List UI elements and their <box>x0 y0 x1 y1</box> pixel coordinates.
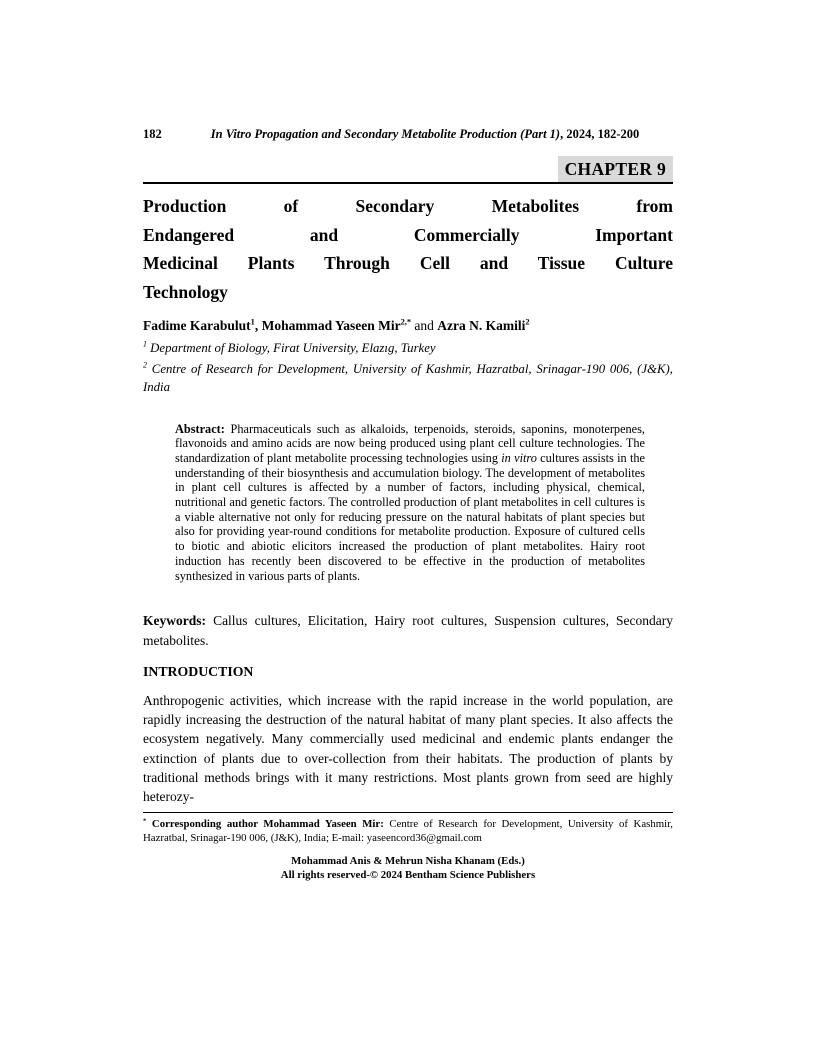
author-affiliation-sup: 2 <box>525 317 530 327</box>
keywords-text: Callus cultures, Elicitation, Hairy root cultures, Suspension cultures, Secondary metabolites. <box>143 613 673 648</box>
abstract-label: Abstract: <box>175 421 225 436</box>
chapter-title-line: Technology <box>143 281 228 302</box>
author-name: Fadime Karabulut$^1$ <box>143 317 255 333</box>
footnote-block <box>143 812 673 845</box>
affiliation-text: Department of Biology, Firat University, Elazıg, Turkey <box>150 341 436 355</box>
chapter-title-line: Production of Secondary Metabolites from <box>143 196 673 216</box>
affiliation-sup: 1 <box>143 339 147 349</box>
keywords <box>143 611 673 650</box>
imprint <box>143 854 673 882</box>
running-title-italic: In Vitro Propagation and Secondary Metabolite Production (Part 1) <box>210 127 561 141</box>
chapter-row <box>143 156 673 182</box>
authors-line <box>143 317 673 334</box>
authors-separator: and <box>411 318 438 333</box>
footnote-bold-text: Corresponding author Mohammad Yaseen Mir: <box>151 817 384 830</box>
affiliation-1 <box>143 339 673 358</box>
affiliation-2 <box>143 360 673 397</box>
running-title-suffix: , 2024, 182-200 <box>560 127 640 141</box>
author-name: Azra N. Kamili$^2$ <box>437 317 530 333</box>
affiliation-sup: 2 <box>143 360 147 370</box>
keywords-label: Keywords: <box>143 613 206 629</box>
editors-line: Mohammad Anis & Mehrun Nisha Khanam (Eds.) <box>291 854 525 867</box>
authors-separator: , <box>254 318 262 333</box>
section-heading-introduction: INTRODUCTION <box>143 663 254 679</box>
affiliation-text: Centre of Research for Development, University of Kashmir, Hazratbal, Srinagar-190 006, (J&K), India <box>143 361 673 394</box>
chapter-badge: CHAPTER 9 <box>558 156 673 182</box>
rights-line: All rights reserved-© 2024 Bentham Science Publishers <box>280 868 536 881</box>
corresponding-author-footnote <box>143 817 673 845</box>
chapter-title-line: Medicinal Plants Through Cell and Tissue Culture <box>143 253 673 273</box>
abstract <box>175 422 645 584</box>
running-title <box>211 127 640 142</box>
page-number: 182 <box>143 127 162 141</box>
author-name: Mohammad Yaseen Mir$^{2,*}$ <box>261 317 412 333</box>
chapter-title <box>143 192 673 306</box>
footnote-text: Centre of Research for Development, University of Kashmir, Hazratbal, Srinagar-190 006, (J&K), India; E-mail: <box>143 817 673 844</box>
running-header <box>143 127 673 142</box>
header-rule <box>143 182 673 184</box>
chapter-title-line: Endangered and Commercially Important <box>143 224 673 245</box>
footnote-marker: * <box>143 817 147 825</box>
author-affiliation-sup: 2,* <box>400 317 412 327</box>
abstract-text-pre: Pharmaceuticals such as alkaloids, terpenoids, steroids, saponins, monoterpenes, flavonoids and amino acids are now being produced using plant cell culture technologies. The standardization of plant metabolite processing technologies using <box>175 421 645 465</box>
abstract-italic-term: in vitro <box>501 450 537 465</box>
abstract-text-post: cultures assists in the understanding of their biosynthesis and accumulation biology. The development of metabolites in plant cell cultures is affected by a number of factors, including physical, chemical, nutritional and genetic factors. The controlled production of plant metabolites in cell cultures is a viable alternative not only for reducing pressure on the natural habitats of plant species but also for providing year-round conditions for metabolite production. Exposure of cultured cells to biotic and abiotic elicitors increased the production of plant metabolites. Hairy root induction has recently been discovered to be effective in the production of metabolites synthesized in various parts of plants. <box>175 450 645 583</box>
corresponding-email: yaseencord36@gmail.com <box>366 831 482 844</box>
introduction-paragraph: Anthropogenic activities, which increase with the rapid increase in the world population, are rapidly increasing the destruction of the natural habitat of many plant species. It also affects the ecosystem negatively. Many commercially used medicinal and endemic plants endanger the extinction of plants due to over-collection from their habitats. The production of plants by traditional methods brings with it many restrictions. Most plants grown from seed are highly heterozy- <box>143 692 673 805</box>
author-affiliation-sup: 1 <box>250 317 255 327</box>
